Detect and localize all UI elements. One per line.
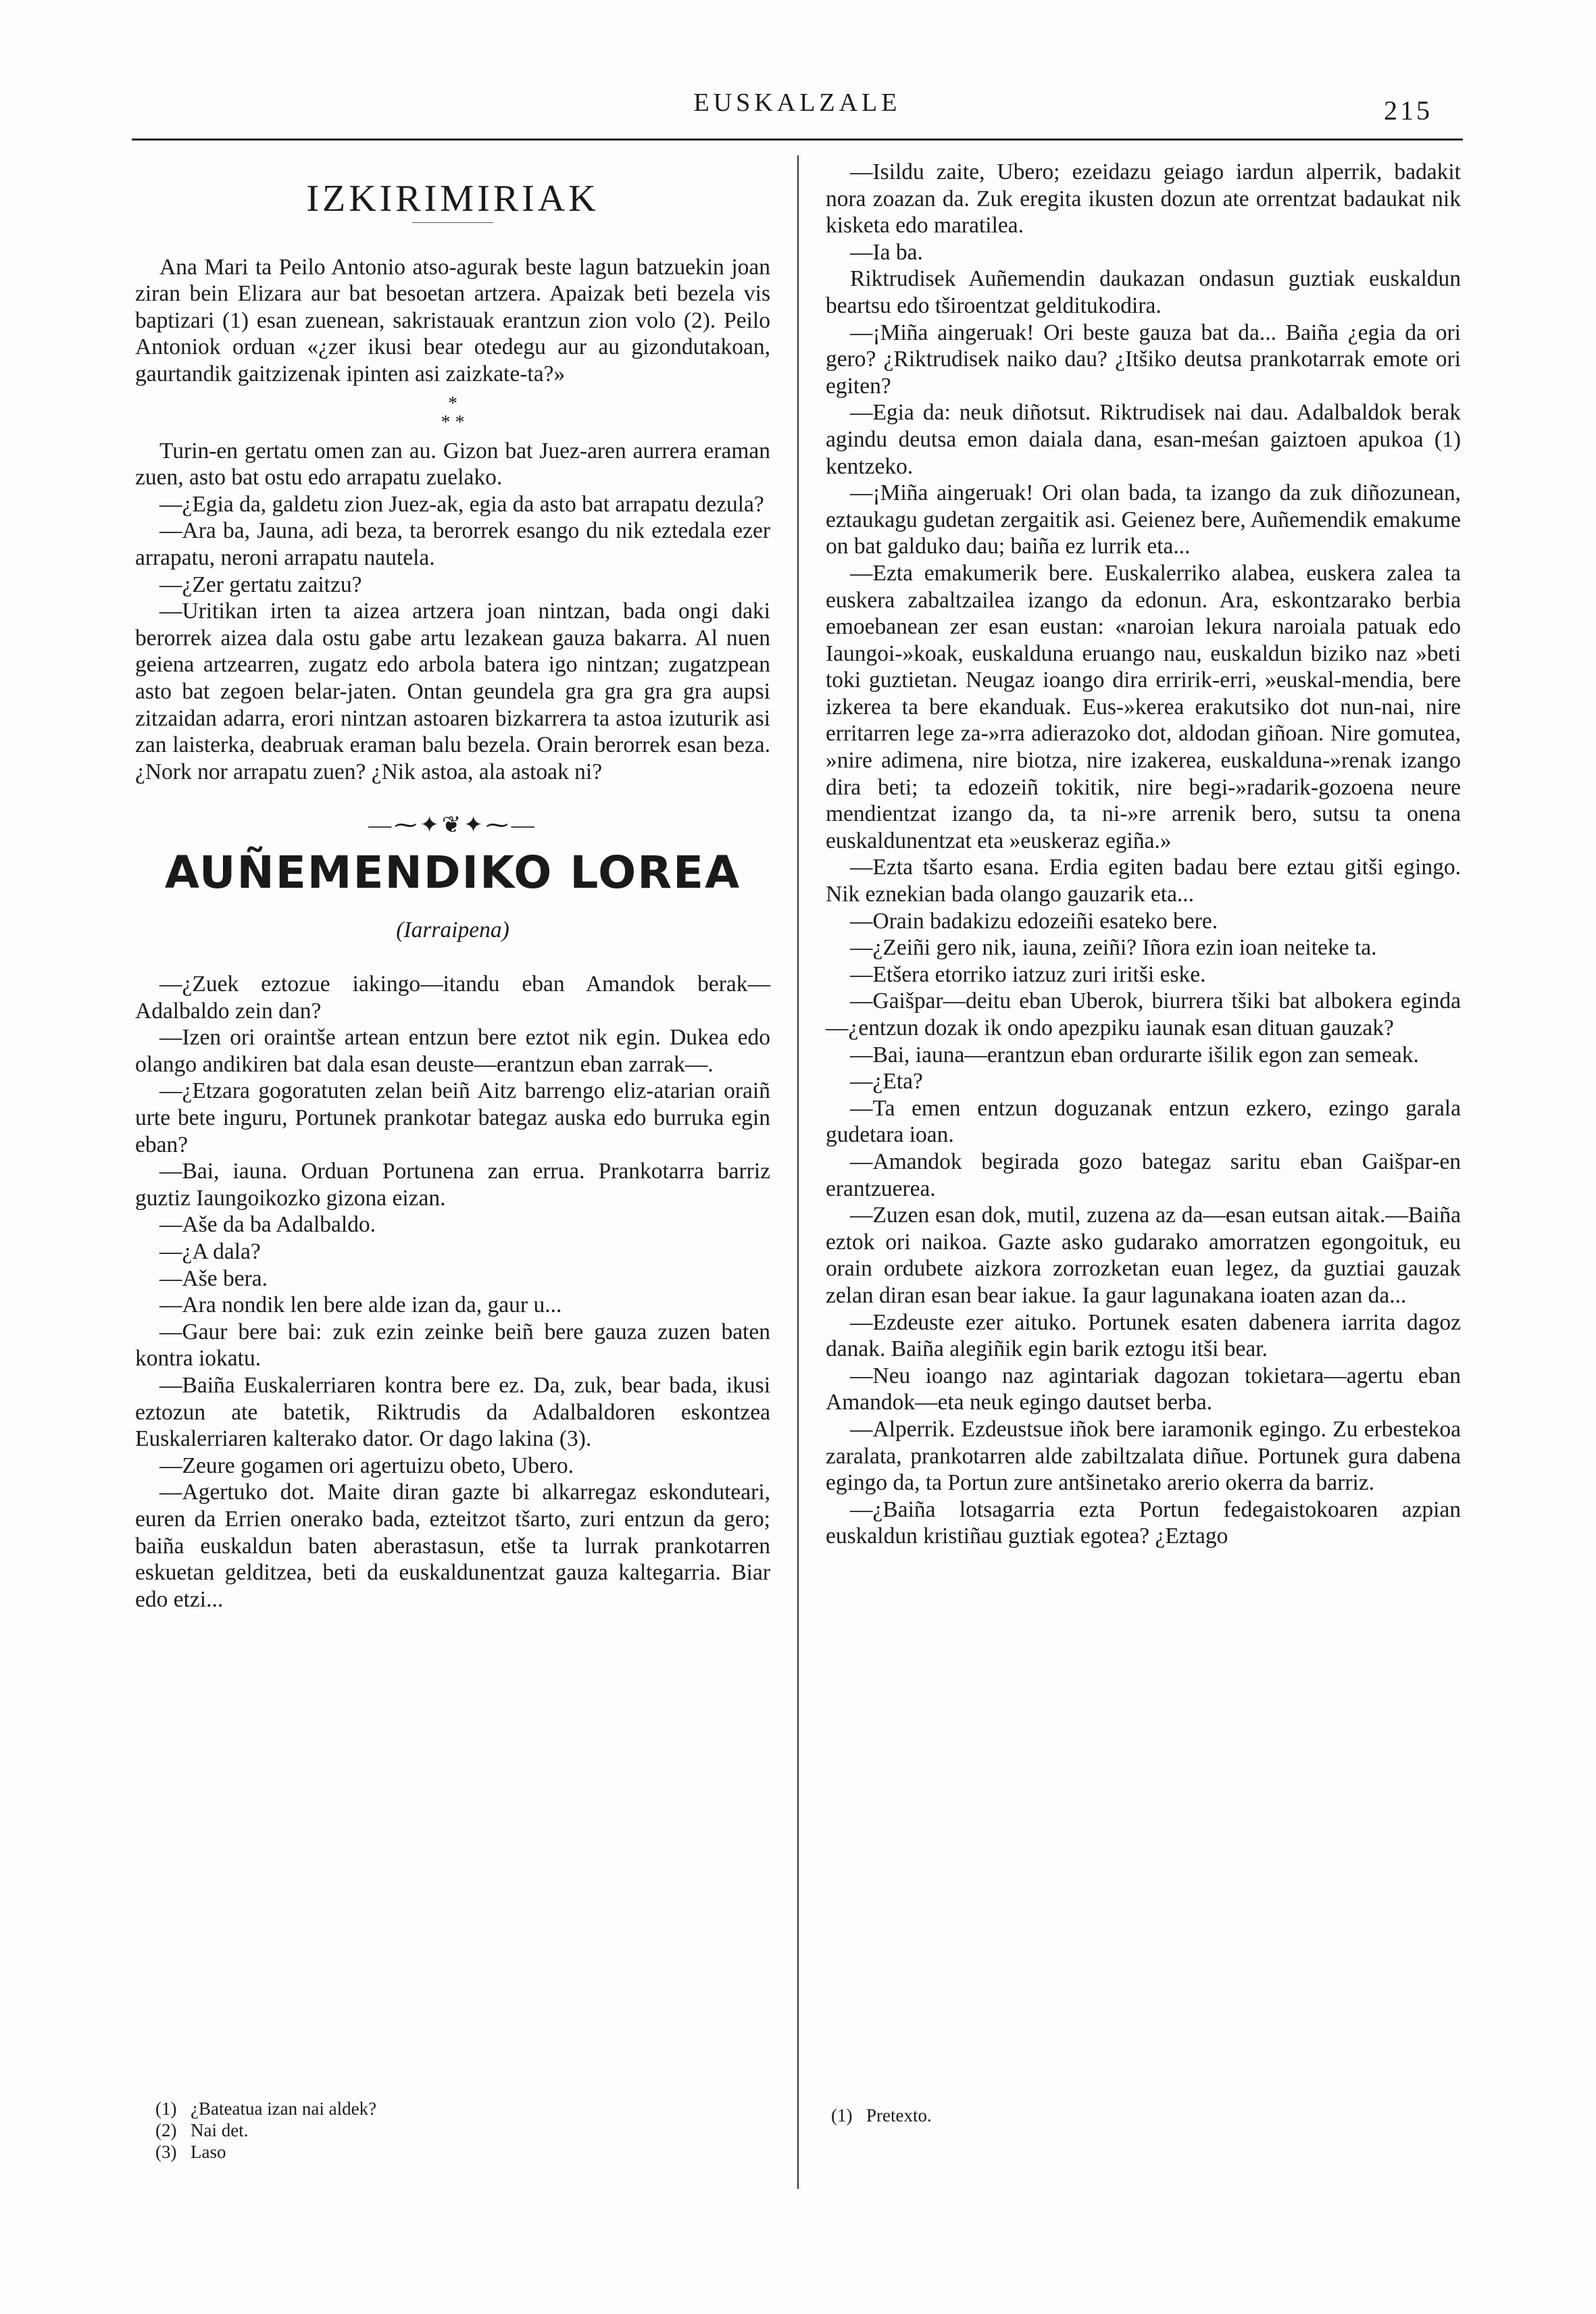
column-divider	[797, 155, 799, 2189]
paragraph: —Aše bera.	[159, 1265, 268, 1291]
paragraph: —¿Baiña lotsagarria ezta Portun fedegaistokoaren azpian euskaldun kristiñau guztiak egotea? ¿Eztago	[826, 1496, 1461, 1549]
paragraph: —Ezta tšarto esana. Erdia egiten badau bere eztau gitši egingo. Nik eznekian bada olango gauzarik eta...	[826, 855, 1461, 907]
section-title-aunemendiko: AUÑEMENDIKO LOREA	[164, 846, 741, 899]
paragraph: —Neu ioango naz agintariak dagozan tokietara—agertu eban Amandok—eta neuk egingo dautset berba.	[826, 1363, 1461, 1415]
title-rule	[412, 222, 493, 223]
paragraph: —Ara ba, Jauna, adi beza, ta berorrek esango du nik eztedala ezer arrapatu, neroni arrapatu nautela.	[135, 518, 770, 570]
section-title-izkirimiriak: IZKIRIMIRIAK	[306, 178, 599, 220]
paragraph: Riktrudisek Auñemendin daukazan ondasun guztiak euskaldun beartsu edo tširoentzat gelditukodira.	[826, 266, 1461, 318]
right-column	[826, 159, 1461, 1550]
paragraph: —¡Miña aingeruak! Ori olan bada, ta izango da zuk diñozunean, eztaukagu gudetan zergaitik asi. Geienez bere, Auñemendik emakume on bat galduko dau; baiña ez lurrik eta...	[826, 480, 1461, 559]
paragraph: —Agertuko dot. Maite diran gazte bi alkarregaz eskonduteari, euren da Errien onerako bada, ezteitzot tšarto, zuri entzun da gero; baiña euskaldun baten aberastasun, etše ta lurrak prankotarren eskuetan gelditzea, beti da euskaldunentzat gauza kaltegarria. Biar edo etzi...	[135, 1480, 770, 1612]
asterism-bottom: * *	[441, 411, 465, 433]
paragraph: Turin-en gertatu omen zan au. Gizon bat Juez-aren aurrera eraman zuen, asto bat ostu edo arrapatu zuelako.	[135, 438, 770, 491]
paragraph: —¿Etzara gogoratuten zelan beiñ Aitz barrengo eliz-atarian oraiñ urte bete inguru, Portunek prankotar bategaz auska edo burruka egin eban?	[135, 1078, 770, 1157]
footnote-number: (1)	[831, 2105, 853, 2126]
footnotes-right	[831, 2105, 1439, 2126]
journal-title: EUSKALZALE	[693, 89, 901, 117]
paragraph: —Amandok begirada gozo bategaz saritu eban Gaišpar-en erantzuerea.	[826, 1149, 1461, 1201]
paragraph: —Ezta emakumerik bere. Euskalerriko alabea, euskera zalea ta euskera zabaltzailea izango da edonun. Ara, eskontzarako berbia emoebanean zer esan eustan: «naroian lekura naroiala patuak edo Iaungoi-»koak, euskalduna eruango nau, euskaldun biziko naz »beti toki guztietan. Neugaz ioango dira erririk-erri, »euskal-mendia, bere izkerea ta bere ekanduak. Eus-»kerea erakutsiko dot nun-nai, nire erritarren lege za-»rra adierazoko dot, aldodan giñoan. Nire gomutea, »nire adimena, nire biotza, nire izakerea, euskalduna-»renak izango dira beti; ta edozeiñ tokitik, nire begi-»radarik-gozoena neure mendientzat izango da, ta ni-»re arrenik bero, sutsu ta onena euskaldunentzat eta »euskeraz egiña.»	[826, 560, 1461, 853]
paragraph: —Ezdeuste ezer aituko. Portunek esaten dabenera iarrita dagoz danak. Baiña alegiñik egin barik eztogu itši bear.	[826, 1309, 1461, 1362]
footnote	[155, 2098, 764, 2119]
paragraph: —Bai, iauna—erantzun eban ordurarte išilik egon zan semeak.	[850, 1042, 1419, 1067]
paragraph: —Ara nondik len bere alde izan da, gaur u...	[159, 1292, 562, 1318]
paragraph: —¿Zer gertatu zaitzu?	[159, 572, 362, 597]
paragraph: —¿Zeiñi gero nik, iauna, zeiñi? Iñora ezin ioan neiteke ta.	[850, 935, 1377, 961]
paragraph: —Gaur bere bai: zuk ezin zeinke beiñ bere gauza zuzen baten kontra iokatu.	[135, 1319, 770, 1372]
footnote-number: (2)	[155, 2120, 177, 2140]
paragraph: —Etšera etorriko iatzuz zuri iritši eske.	[850, 961, 1206, 987]
paragraph: —¡Miña aingeruak! Ori beste gauza bat da... Baiña ¿egia da ori gero? ¿Riktrudisek naiko dau? ¿Itšiko deutsa prankotarrak emote ori egiten?	[826, 320, 1461, 399]
footnotes-left	[155, 2098, 764, 2163]
footnote	[155, 2119, 764, 2141]
header-rule	[132, 139, 1463, 141]
left-paragraphs	[135, 971, 770, 1613]
paragraph: —Izen ori oraintše artean entzun bere eztot nik egin. Dukea edo olango andikiren bat dala esan deuste—erantzun eban zarrak—.	[135, 1025, 770, 1077]
paragraph: —Uritikan irten ta aizea artzera joan nintzan, bada ongi daki berorrek aizea dala ostu gabe artu lezakean gauza bakarra. Al nuen geiena artzearren, zugatz edo arbola batera igo nintzan; zugatzpean asto bat zegoen belar-jaten. Ontan geundela gra gra gra gra aupsi zitzaidan adarra, erori nintzan astoaren bizkarrera ta astoa izuturik asi zan laisterka, deabruak eraman balu bezela. Orain berorrek esan beza. ¿Nork nor arrapatu zuen? ¿Nik astoa, ala astoak ni?	[135, 599, 770, 784]
paragraph: —Isildu zaite, Ubero; ezeidazu geiago iardun alperrik, badakit nora zoazan da. Zuk eregita ikusten dozun ate orrentzat badaukat nik kisketa edo maratilea.	[826, 159, 1461, 238]
paragraph: —Alperrik. Ezdeustsue iñok bere iaramonik egingo. Zu erbestekoa zaralata, prankotarren alde zabiltzalata diñue. Portunek gura dabena egingo da, ta Portun zure antšinetako arerio okerra da barriz.	[826, 1416, 1461, 1496]
footnote-text: Pretexto.	[866, 2105, 932, 2126]
paragraph: —Bai, iauna. Orduan Portunena zan errua. Prankotarra barriz guztiz Iaungoikozko gizona eizan.	[135, 1159, 770, 1211]
footnote	[831, 2105, 1439, 2126]
paragraph: —Zeure gogamen ori agertuizu obeto, Ubero.	[159, 1453, 574, 1478]
paragraph: —Gaišpar—deitu eban Uberok, biurrera tšiki bat albokera eginda—¿entzun dozak ik ondo apezpiku iaunak esan dituan gauzak?	[826, 988, 1461, 1040]
paragraph: —Orain badakizu edozeiñi esateko bere.	[850, 908, 1218, 934]
footnote-number: (3)	[155, 2142, 177, 2162]
section-subtitle: (Iarraipena)	[396, 917, 509, 943]
paragraph: —Zuzen esan dok, mutil, zuzena az da—esan eutsan aitak.—Baiña eztok ori naikoa. Gazte asko gudarako amorratzen egongoituk, eu orain ordubete aizkora zorrozketan euan legez, da guztiai gauzak zelan diran esan bear iakue. Ia gaur lagunakana ioaten azan da...	[826, 1203, 1461, 1308]
paragraph: —Baiña Euskalerriaren kontra bere ez. Da, zuk, bear bada, ikusi eztozun ate batetik, Riktrudis da Adalbaldoren eskontzea Euskalerriaren kalterako dator. Or dago lakina (3).	[135, 1372, 770, 1452]
asterism	[135, 395, 770, 432]
footnote-number: (1)	[155, 2098, 177, 2119]
footnote-text: ¿Bateatua izan nai aldek?	[191, 2098, 377, 2119]
footnote-text: Laso	[191, 2142, 226, 2162]
paragraph: —Ia ba.	[850, 239, 923, 265]
asterism-top: *	[448, 393, 457, 414]
paragraph: —Ta emen entzun doguzanak entzun ezkero, ezingo garala gudetara ioan.	[826, 1095, 1461, 1148]
right-paragraphs	[826, 159, 1461, 1550]
left-column	[135, 159, 770, 1613]
paragraph: —¿Eta?	[850, 1069, 923, 1095]
footnote	[155, 2141, 764, 2163]
paragraph: —¿Egia da, galdetu zion Juez-ak, egia da asto bat arrapatu dezula?	[159, 491, 764, 517]
paragraph: —Egia da: neuk diñotsut. Riktrudisek nai dau. Adalbaldok berak agindu deutsa emon daiala dana, esan-meśan gaiztoen apukoa (1) kentzeko.	[826, 400, 1461, 479]
paragraph: —¿Zuek eztozue iakingo—itandu eban Amandok berak—Adalbaldo zein dan?	[135, 972, 770, 1024]
paragraph: —¿A dala?	[159, 1239, 261, 1264]
running-head	[135, 88, 1460, 142]
paragraph: Ana Mari ta Peilo Antonio atso-agurak beste lagun batzuekin joan ziran bein Elizara aur bat besoetan artzera. Apaizak beti bezela vis baptizari (1) esan zuenean, sakristauak erantzun zion volo (2). Peilo Antoniok orduan «¿zer ikusi bear otedegu aur au gizondutakoan, gaurtandik gaitzizenak ipinten asi zaizkate-ta?»	[135, 254, 770, 386]
paragraph: —Aše da ba Adalbaldo.	[159, 1212, 376, 1238]
page-number: 215	[1384, 95, 1432, 126]
ornament-divider: —⁓✦❦✦⁓—	[368, 813, 537, 838]
footnote-text: Nai det.	[191, 2120, 249, 2140]
